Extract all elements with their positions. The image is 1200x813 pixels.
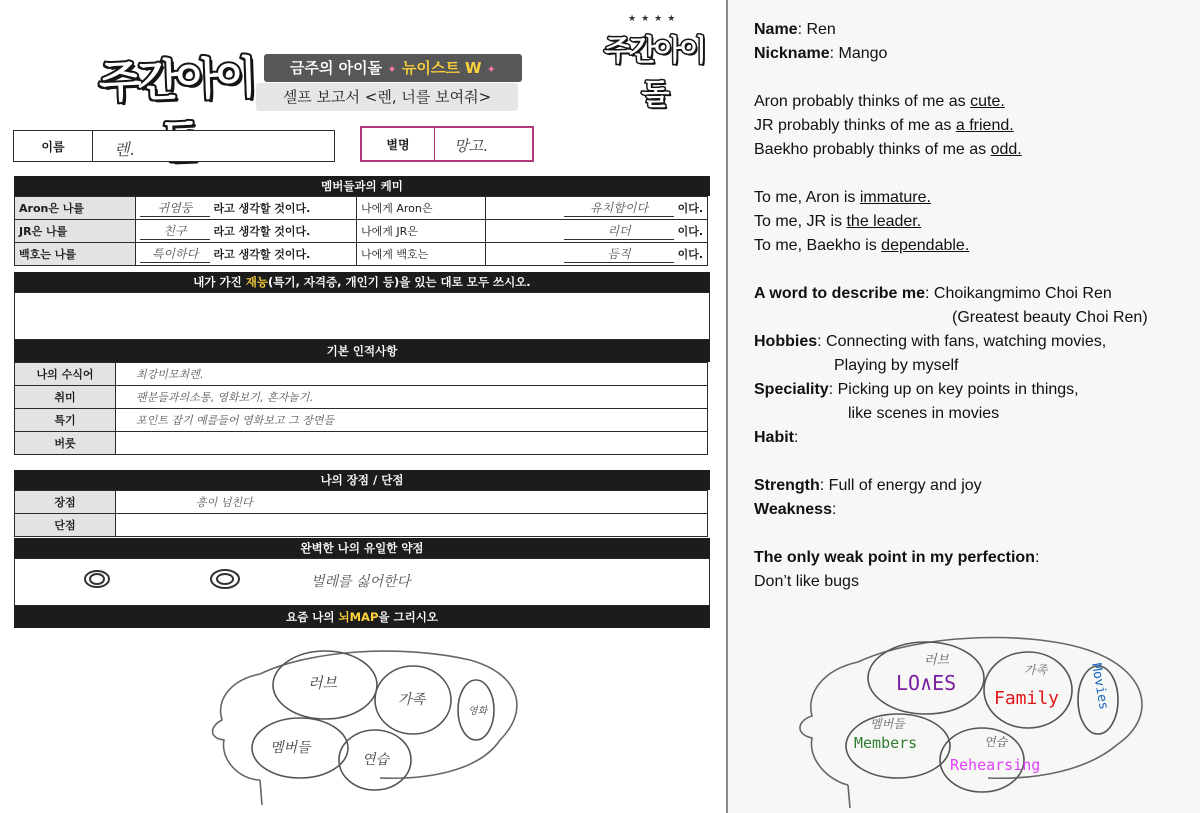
basic-info-label: 특기 bbox=[15, 409, 116, 432]
chemistry-value: 귀염둥 bbox=[140, 199, 210, 217]
tr-aron-thinks: Aron probably thinks of me as cute. bbox=[754, 93, 1005, 110]
chemistry-middle: 라고 생각할 것이다. bbox=[213, 248, 311, 261]
weakness-header: 완벽한 나의 유일한 약점 bbox=[14, 538, 710, 558]
tr-brain-korean-family: 가족 bbox=[1024, 663, 1048, 677]
chemistry-value2: 리더 bbox=[564, 222, 674, 240]
strengths-label: 장점 bbox=[15, 491, 116, 514]
chemistry-value: 친구 bbox=[140, 222, 210, 240]
tr-weakness: Weakness: bbox=[754, 501, 837, 518]
tr-hobbies-2: Playing by myself bbox=[834, 357, 959, 374]
chemistry-end: 이다. bbox=[677, 248, 703, 261]
tr-speciality-2: like scenes in movies bbox=[848, 405, 1000, 422]
table-row bbox=[15, 514, 708, 537]
brainmap-header: 요즘 나의 뇌MAP을 그리시오 bbox=[14, 606, 710, 628]
strengths-table bbox=[14, 490, 708, 537]
chemistry-value2: 유치함이다 bbox=[564, 199, 674, 217]
table-row bbox=[15, 197, 708, 220]
weekly-idol-logo: 주간아이돌 bbox=[98, 52, 254, 109]
chemistry-middle: 라고 생각할 것이다. bbox=[213, 225, 311, 238]
chemistry-header: 멤버들과의 케미 bbox=[14, 176, 710, 196]
chemistry-value: 특이하다 bbox=[140, 245, 210, 263]
strengths-header: 나의 장점 / 단점 bbox=[14, 470, 710, 490]
strengths-value bbox=[116, 514, 708, 537]
logo-stars: ★★★★ bbox=[628, 14, 681, 24]
tr-brain-members: Members bbox=[854, 734, 918, 752]
basic-info-value: 최강미모최렌. bbox=[116, 363, 708, 386]
brain-bubble-movies: 영화 bbox=[468, 706, 488, 717]
tr-to-aron: To me, Aron is immature. bbox=[754, 189, 931, 206]
name-label: 이름 bbox=[14, 131, 93, 161]
banner-idol-of-week bbox=[264, 54, 522, 82]
tr-weakpoint-2: Don’t like bugs bbox=[754, 573, 859, 590]
name-value: 렌. bbox=[114, 140, 135, 159]
basic-info-table bbox=[14, 362, 708, 455]
brain-bubble-practice: 연습 bbox=[362, 752, 390, 768]
brain-drawing bbox=[200, 630, 530, 810]
tr-brain-loves: LO∧ES bbox=[896, 671, 957, 695]
tr-brain-movies: Movies bbox=[1088, 662, 1111, 711]
strengths-value: 흥이 넘친다 bbox=[116, 491, 708, 514]
tr-brain-korean-practice: 연습 bbox=[984, 735, 1008, 749]
table-row bbox=[15, 491, 708, 514]
table-row bbox=[15, 409, 708, 432]
banner-report-title: 셀프 보고서 <렌, 너를 보여줘> bbox=[256, 83, 518, 111]
basic-info-value: 팬분들과의소통, 영화보기, 혼자놀기. bbox=[116, 386, 708, 409]
tr-word: A word to describe me: Choikangmimo Choi Ren bbox=[754, 285, 1112, 302]
table-row bbox=[15, 220, 708, 243]
chemistry-value2: 듬직 bbox=[564, 245, 674, 263]
tr-name: Name: Ren bbox=[754, 21, 836, 38]
basic-info-value: 포인트 잡기 예를들어 영화보고 그 장면들 bbox=[116, 409, 708, 432]
basic-info-label: 나의 수식어 bbox=[15, 363, 116, 386]
name-box bbox=[13, 130, 335, 162]
table-row bbox=[15, 363, 708, 386]
table-row bbox=[15, 243, 708, 266]
basic-info-value bbox=[116, 432, 708, 455]
tr-brain-korean-love: 러브 bbox=[924, 653, 950, 668]
translation-panel bbox=[728, 0, 1200, 813]
nickname-label: 별명 bbox=[362, 128, 435, 160]
weakness-value: 벌레를 싫어한다 bbox=[311, 574, 411, 590]
table-row bbox=[15, 386, 708, 409]
translated-brain-drawing bbox=[788, 620, 1158, 810]
tr-speciality: Speciality: Picking up on key points in things, bbox=[754, 381, 1079, 398]
tr-to-baekho: To me, Baekho is dependable. bbox=[754, 237, 970, 254]
brain-bubble-family: 가족 bbox=[398, 692, 426, 708]
tr-word-2: (Greatest beauty Choi Ren) bbox=[952, 309, 1148, 326]
talents-box bbox=[14, 292, 710, 340]
chemistry-table bbox=[14, 196, 708, 266]
star-icon: ✦ bbox=[387, 63, 397, 76]
tr-strength: Strength: Full of energy and joy bbox=[754, 477, 982, 494]
chemistry-end: 이다. bbox=[677, 225, 703, 238]
chemistry-label: Aron은 나를 bbox=[15, 197, 136, 220]
banner-idol-label: 금주의 아이돌 bbox=[289, 59, 383, 77]
nickname-value: 망고. bbox=[454, 137, 488, 155]
chemistry-label: 백호는 나를 bbox=[15, 243, 136, 266]
chemistry-label2: 나에게 JR은 bbox=[357, 220, 486, 243]
basic-info-header: 기본 인적사항 bbox=[14, 340, 710, 362]
chemistry-end: 이다. bbox=[677, 202, 703, 215]
banner-group-name: 뉴이스트 W bbox=[401, 59, 482, 77]
tr-brain-rehearsing: Rehearsing bbox=[950, 756, 1041, 774]
nickname-box bbox=[360, 126, 534, 162]
basic-info-label: 버릇 bbox=[15, 432, 116, 455]
chemistry-label2: 나에게 Aron은 bbox=[357, 197, 486, 220]
tr-brain-korean-members: 멤버들 bbox=[870, 717, 905, 731]
tr-habit: Habit: bbox=[754, 429, 799, 446]
tr-brain-family: Family bbox=[994, 688, 1060, 709]
tr-jr-thinks: JR probably thinks of me as a friend. bbox=[754, 117, 1014, 134]
chemistry-label2: 나에게 백호는 bbox=[357, 243, 486, 266]
star-icon: ✦ bbox=[486, 63, 497, 76]
weekly-idol-logo-small: 주간아이돌 bbox=[603, 33, 705, 111]
brain-bubble-members: 멤버들 bbox=[270, 740, 311, 756]
table-row bbox=[15, 432, 708, 455]
weakness-box bbox=[14, 558, 710, 606]
basic-info-label: 취미 bbox=[15, 386, 116, 409]
tr-to-jr: To me, JR is the leader. bbox=[754, 213, 922, 230]
tr-baekho-thinks: Baekho probably thinks of me as odd. bbox=[754, 141, 1022, 158]
strengths-label: 단점 bbox=[15, 514, 116, 537]
tr-hobbies: Hobbies: Connecting with fans, watching movies, bbox=[754, 333, 1107, 350]
tr-nickname: Nickname: Mango bbox=[754, 45, 888, 62]
brain-bubble-love: 러브 bbox=[308, 674, 337, 692]
talents-header: 내가 가진 재능(특기, 자격증, 개인기 등)을 있는 대로 모두 쓰시오. bbox=[14, 272, 710, 292]
chemistry-label: JR은 나를 bbox=[15, 220, 136, 243]
chemistry-middle: 라고 생각할 것이다. bbox=[213, 202, 311, 215]
tr-weakpoint: The only weak point in my perfection: bbox=[754, 549, 1040, 566]
